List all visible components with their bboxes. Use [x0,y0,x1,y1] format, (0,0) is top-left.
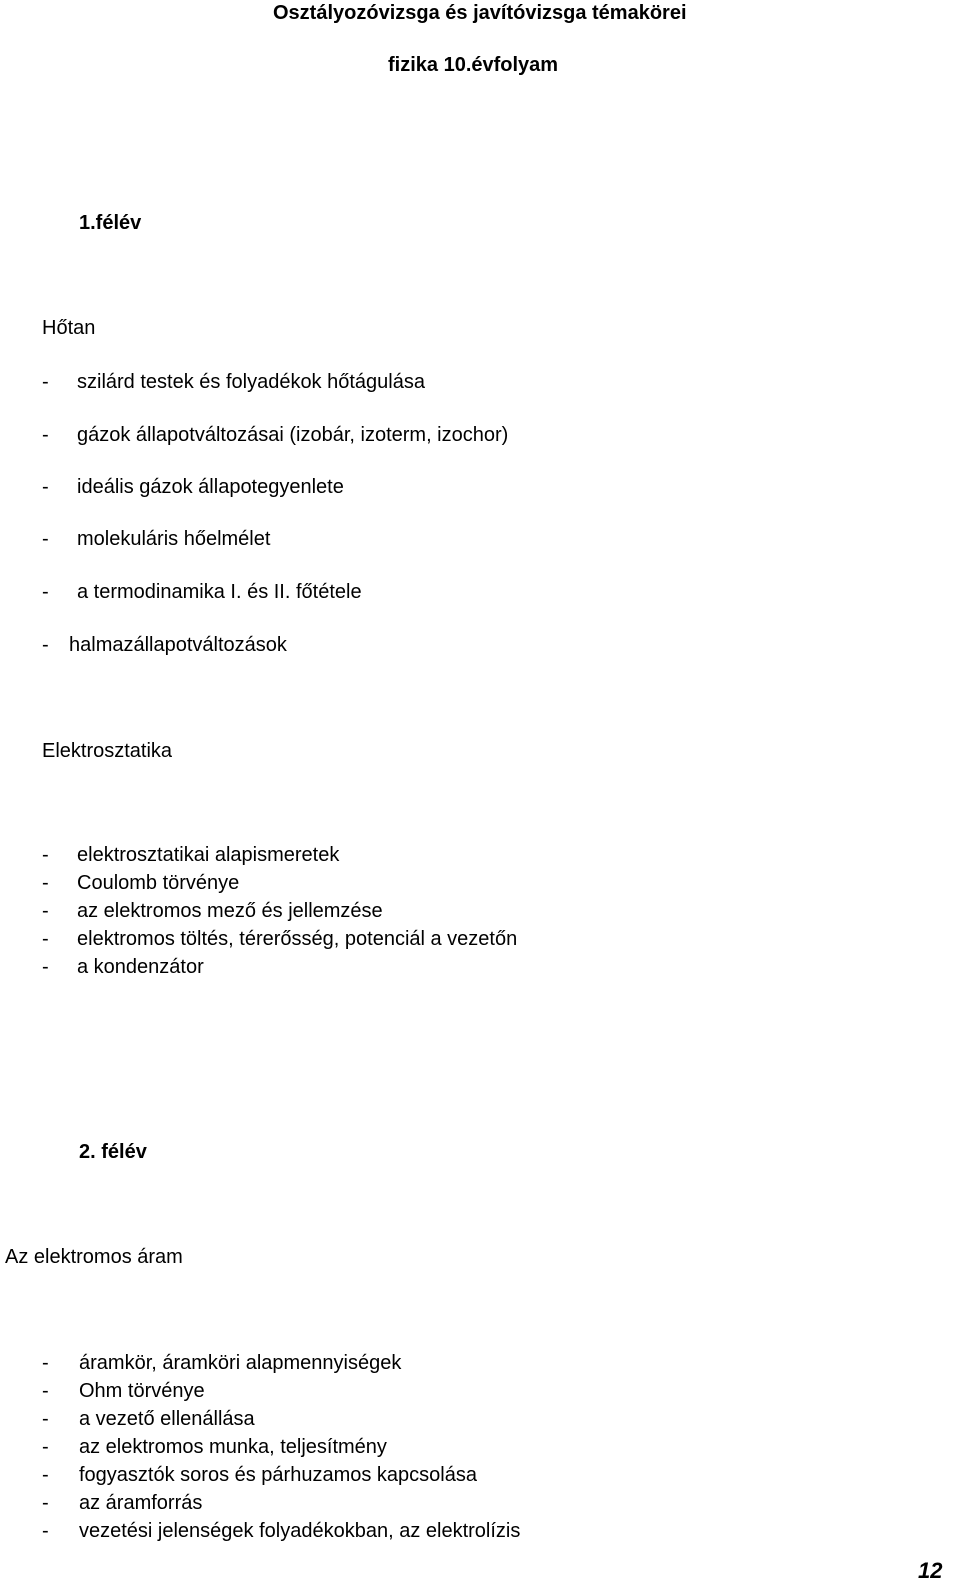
bullet: - [42,528,49,550]
bullet: - [42,1464,49,1486]
list-item: szilárd testek és folyadékok hőtágulása [77,371,425,393]
bullet: - [42,956,49,978]
bullet: - [42,581,49,603]
section-heading-hotan: Hőtan [42,317,96,339]
bullet: - [42,1520,49,1542]
list-item: az elektromos munka, teljesítmény [79,1436,387,1458]
bullet: - [42,1352,49,1374]
list-item: a termodinamika I. és II. főtétele [77,581,362,603]
list-item: vezetési jelenségek folyadékokban, az elektrolízis [79,1520,521,1542]
bullet: - [42,1492,49,1514]
list-item: molekuláris hőelmélet [77,528,271,550]
list-item: az elektromos mező és jellemzése [77,900,383,922]
bullet: - [42,634,49,656]
list-item: Coulomb törvénye [77,872,240,894]
bullet: - [42,1380,49,1402]
list-item: elektrosztatikai alapismeretek [77,844,340,866]
list-item: áramkör, áramköri alapmennyiségek [79,1352,402,1374]
section-heading-elektrosztatika: Elektrosztatika [42,740,173,762]
list-item: ideális gázok állapotegyenlete [77,476,344,498]
list-item: fogyasztók soros és párhuzamos kapcsolása [79,1464,477,1486]
list-item: Ohm törvénye [79,1380,205,1402]
document-title: Osztályozóvizsga és javítóvizsga témakörei [273,2,687,24]
list-item: a kondenzátor [77,956,204,978]
bullet: - [42,476,49,498]
list-item: elektromos töltés, térerősség, potenciál a vezetőn [77,928,518,950]
list-item: gázok állapotváltozásai (izobár, izoterm, izochor) [77,424,509,446]
bullet: - [42,844,49,866]
list-item: az áramforrás [79,1492,203,1514]
list-item: halmazállapotváltozások [69,634,287,656]
bullet: - [42,424,49,446]
bullet: - [42,1408,49,1430]
semester-1-label: 1.félév [79,212,142,234]
page-number: 12 [918,1558,943,1583]
list-item: a vezető ellenállása [79,1408,255,1430]
bullet: - [42,928,49,950]
section-heading-elektromos-aram: Az elektromos áram [5,1246,183,1268]
bullet: - [42,371,49,393]
bullet: - [42,872,49,894]
bullet: - [42,900,49,922]
semester-2-label: 2. félév [79,1141,147,1163]
bullet: - [42,1436,49,1458]
document-subtitle: fizika 10.évfolyam [388,54,559,76]
